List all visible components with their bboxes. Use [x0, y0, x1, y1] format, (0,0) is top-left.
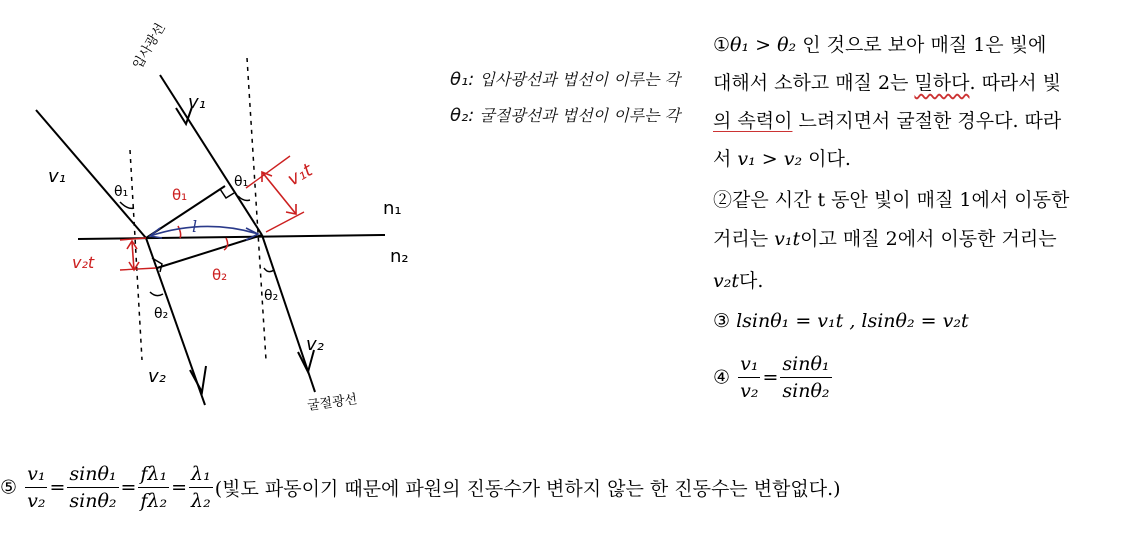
legend-theta2-symbol: θ₂:: [450, 105, 475, 126]
step1-text-b-end: . 따라서 빛: [969, 72, 1062, 94]
step5-f1-denominator: v₂: [27, 490, 46, 512]
legend-theta2-text: 굴절광선과 법선이 이루는 각: [479, 106, 681, 125]
step3-math: lsinθ₁ = v₁t , lsinθ₂ = v₂t: [736, 310, 969, 332]
normal-right: [247, 58, 266, 360]
explanation-line-1: [713, 30, 1046, 57]
right-angle-marker-top: [220, 189, 234, 198]
incident-ray-right: [160, 75, 262, 235]
v2t-ext-bottom: [120, 268, 156, 270]
theta1-label-left: θ₁: [114, 184, 129, 200]
step1-d-math: v₁ > v₂: [737, 148, 803, 170]
legend-row-theta1: [450, 62, 680, 98]
step2-c-math: v₂t: [713, 270, 739, 292]
incident-ray-label: 입사광선: [130, 20, 169, 72]
step5-f4-denominator: λ₂: [191, 490, 211, 512]
step5-equals-3: =: [171, 476, 188, 499]
v1t-ext-bottom: [266, 212, 304, 232]
step5-f2-denominator: sinθ₂: [69, 490, 117, 512]
theta1-label-red: θ₁: [172, 186, 188, 204]
explanation-line-2: [713, 68, 1061, 95]
step5-fraction-2: [67, 462, 118, 513]
step5-f1-numerator: v₁: [25, 462, 47, 488]
v2-label-bottom: v₂: [148, 366, 166, 387]
step1-number: ①: [713, 34, 731, 56]
step5-fraction-3: [138, 462, 169, 513]
refracted-ray-label: 굴절광선: [306, 392, 359, 414]
explanation-line-7: [713, 266, 763, 293]
step1-text-c-end: 느려지면서 굴절한 경우다. 따라: [792, 110, 1062, 132]
step3-number: ③: [713, 310, 731, 332]
step4-lhs-numerator: v₁: [738, 352, 760, 378]
step4-number: ④: [713, 366, 731, 389]
step4-lhs-denominator: v₂: [740, 380, 759, 402]
step5-f4-numerator: λ₁: [189, 462, 213, 488]
angle-legend: [450, 62, 680, 134]
final-equation: [0, 462, 841, 513]
step5-note: (빛도 파동이기 때문에 파원의 진동수가 변하지 않는 한 진동수는 변함없다.): [214, 478, 841, 500]
step5-equals-1: =: [49, 476, 66, 499]
step5-fraction-4: [189, 462, 213, 513]
explanation-line-3: [713, 106, 1061, 133]
step5-fraction-1: [25, 462, 47, 513]
v2-label-right: v₂: [306, 334, 324, 355]
v1t-label: v₁t: [284, 159, 317, 191]
angle-arc-red-theta1: [178, 226, 181, 238]
explanation-line-6: [713, 224, 1057, 251]
angle-arc-theta1-left: [120, 202, 134, 208]
theta1-label-top: θ₁: [234, 174, 249, 190]
theta2-label-bottom: θ₂: [154, 306, 169, 322]
step1-text-d-end: 이다.: [802, 148, 851, 170]
step1-text-a: 인 것으로 보아 매질 1은 빛에: [796, 34, 1047, 56]
step1-dense-mark: 밀하다: [914, 72, 970, 94]
explanation-line-8: [713, 310, 969, 332]
step1-text-b: 대해서 소하고 매질 2는: [713, 72, 915, 94]
step5-f3-denominator: fλ₂: [140, 490, 168, 512]
theta2-label-red: θ₂: [212, 266, 228, 284]
step2-text-b-end: 이고 매질 2에서 이동한 거리는: [800, 228, 1057, 250]
boundary-line: [78, 235, 385, 239]
explanation-line-5: [713, 185, 1069, 212]
l-label: l: [192, 217, 198, 236]
step1-speed-mark: 의 속력이: [713, 110, 793, 132]
step5-f2-numerator: sinθ₁: [67, 462, 118, 488]
n1-label: n₁: [383, 198, 402, 219]
explanation-line-4: [713, 144, 851, 171]
step1-math: θ₁ > θ₂: [730, 34, 797, 56]
step4-equals: =: [762, 366, 779, 389]
legend-row-theta2: [450, 98, 680, 134]
legend-theta1-symbol: θ₁:: [450, 69, 475, 90]
step2-text-b: 거리는: [713, 228, 775, 250]
angle-arc-red-theta2: [224, 238, 228, 250]
step5-equals-2: =: [120, 476, 137, 499]
explanation-line-9: [713, 352, 834, 403]
step4-rhs-numerator: sinθ₁: [780, 352, 831, 378]
v1-label-top: v₁: [188, 92, 206, 113]
legend-theta1-text: 입사광선과 법선이 이루는 각: [479, 70, 681, 89]
step2-b-math: v₁t: [774, 228, 801, 250]
v2t-label: v₂t: [72, 253, 95, 272]
normal-left: [130, 150, 142, 360]
step5-f3-numerator: fλ₁: [138, 462, 169, 488]
l-double-arrow: [150, 226, 258, 236]
step2-text-c-end: 다.: [739, 270, 764, 292]
n2-label: n₂: [390, 246, 409, 267]
theta2-label-right: θ₂: [264, 288, 279, 304]
v1-label-left: v₁: [48, 166, 66, 187]
step4-fraction-lhs: [738, 352, 760, 403]
step4-fraction-rhs: [780, 352, 831, 403]
step4-rhs-denominator: sinθ₂: [782, 380, 830, 402]
step2-text-a: ②같은 시간 t 동안 빛이 매질 1에서 이동한: [713, 189, 1070, 211]
step5-number: ⑤: [0, 476, 18, 499]
step1-text-d: 서: [713, 148, 738, 170]
angle-arc-theta2-bottom: [150, 292, 163, 296]
